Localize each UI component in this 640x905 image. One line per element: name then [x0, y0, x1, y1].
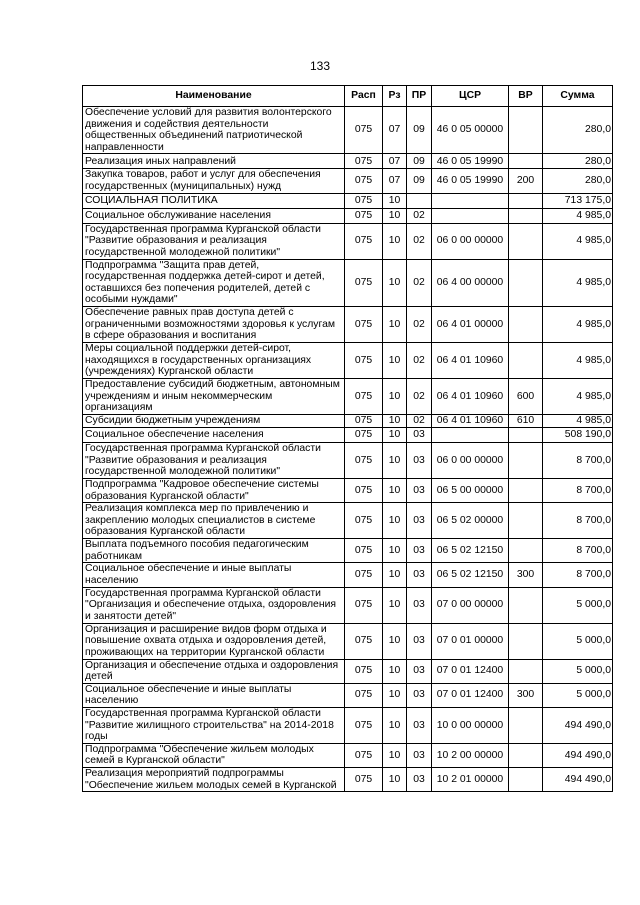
cell-rasp: 075: [345, 768, 383, 792]
table-row: [83, 659, 613, 683]
cell-rasp: 075: [345, 623, 383, 659]
cell-sum: 4 985,0: [543, 259, 613, 306]
cell-pr: 03: [407, 563, 432, 587]
table-row: [83, 478, 613, 502]
cell-vr: 300: [509, 563, 543, 587]
cell-name: Предоставление субсидий бюджетным, автономным учреждениям и иным некоммерческим организациям: [83, 378, 345, 414]
cell-rz: 10: [383, 414, 407, 427]
cell-rasp: 075: [345, 659, 383, 683]
cell-rz: 10: [383, 503, 407, 539]
cell-pr: 09: [407, 107, 432, 154]
cell-rasp: 075: [345, 743, 383, 767]
cell-vr: [509, 539, 543, 563]
cell-vr: [509, 707, 543, 743]
cell-pr: 02: [407, 306, 432, 342]
cell-pr: [407, 193, 432, 208]
cell-pr: 03: [407, 427, 432, 442]
cell-vr: [509, 342, 543, 378]
table-row: [83, 442, 613, 478]
cell-rasp: 075: [345, 169, 383, 193]
cell-sum: 5 000,0: [543, 587, 613, 623]
header-pr: ПР: [407, 86, 432, 107]
header-rasp: Расп: [345, 86, 383, 107]
cell-rz: 07: [383, 169, 407, 193]
cell-pr: 02: [407, 378, 432, 414]
cell-pr: 09: [407, 154, 432, 169]
cell-sum: 280,0: [543, 169, 613, 193]
table-body: [83, 107, 613, 792]
cell-name: Выплата подъемного пособия педагогическим работникам: [83, 539, 345, 563]
cell-csr: [432, 193, 509, 208]
table-row: [83, 539, 613, 563]
cell-csr: 06 4 01 00000: [432, 306, 509, 342]
cell-csr: 06 4 01 10960: [432, 378, 509, 414]
cell-name: Государственная программа Курганской области "Развитие образования и реализация государственной молодежной политики": [83, 442, 345, 478]
cell-rz: 10: [383, 306, 407, 342]
cell-rz: 10: [383, 659, 407, 683]
cell-rz: 10: [383, 442, 407, 478]
cell-pr: 02: [407, 208, 432, 223]
cell-rz: 10: [383, 539, 407, 563]
cell-sum: 8 700,0: [543, 539, 613, 563]
cell-rz: 10: [383, 193, 407, 208]
table-row: [83, 503, 613, 539]
cell-pr: 02: [407, 259, 432, 306]
cell-rz: 10: [383, 478, 407, 502]
table-row: [83, 378, 613, 414]
cell-csr: 10 2 00 00000: [432, 743, 509, 767]
cell-name: Социальное обслуживание населения: [83, 208, 345, 223]
cell-sum: 4 985,0: [543, 414, 613, 427]
cell-pr: 03: [407, 623, 432, 659]
cell-csr: 06 0 00 00000: [432, 223, 509, 259]
cell-rz: 10: [383, 743, 407, 767]
table-row: [83, 223, 613, 259]
table-row: [83, 587, 613, 623]
cell-rasp: 075: [345, 683, 383, 707]
cell-vr: [509, 743, 543, 767]
table-header-row: [83, 86, 613, 107]
cell-csr: 10 0 00 00000: [432, 707, 509, 743]
cell-name: Реализация иных направлений: [83, 154, 345, 169]
cell-csr: 07 0 00 00000: [432, 587, 509, 623]
cell-sum: 4 985,0: [543, 223, 613, 259]
table-row: [83, 707, 613, 743]
cell-csr: 46 0 05 00000: [432, 107, 509, 154]
budget-table: [82, 85, 613, 792]
cell-pr: 03: [407, 768, 432, 792]
cell-pr: 09: [407, 169, 432, 193]
cell-sum: 494 490,0: [543, 768, 613, 792]
cell-rasp: 075: [345, 259, 383, 306]
cell-pr: 02: [407, 414, 432, 427]
cell-pr: 03: [407, 539, 432, 563]
cell-csr: 06 5 02 12150: [432, 563, 509, 587]
cell-name: Реализация мероприятий подпрограммы "Обеспечение жильем молодых семей в Курганской: [83, 768, 345, 792]
cell-name: Обеспечение равных прав доступа детей с ограниченными возможностями здоровья к услугам в сфере образования и воспитания: [83, 306, 345, 342]
cell-rasp: 075: [345, 707, 383, 743]
table-row: [83, 107, 613, 154]
cell-csr: 46 0 05 19990: [432, 169, 509, 193]
cell-rz: 10: [383, 707, 407, 743]
cell-sum: 494 490,0: [543, 743, 613, 767]
table-row: [83, 193, 613, 208]
cell-rz: 10: [383, 378, 407, 414]
cell-sum: 5 000,0: [543, 659, 613, 683]
cell-vr: [509, 223, 543, 259]
cell-rasp: 075: [345, 378, 383, 414]
header-rz: Рз: [383, 86, 407, 107]
cell-rasp: 075: [345, 208, 383, 223]
cell-rasp: 075: [345, 427, 383, 442]
cell-name: Организация и обеспечение отдыха и оздоровления детей: [83, 659, 345, 683]
cell-sum: 8 700,0: [543, 478, 613, 502]
cell-sum: 8 700,0: [543, 442, 613, 478]
cell-vr: [509, 259, 543, 306]
cell-vr: [509, 768, 543, 792]
cell-name: Государственная программа Курганской области "Развитие образования и реализация государственной молодежной политики": [83, 223, 345, 259]
cell-sum: 280,0: [543, 107, 613, 154]
cell-csr: 06 5 02 00000: [432, 503, 509, 539]
cell-csr: [432, 427, 509, 442]
cell-vr: [509, 427, 543, 442]
cell-rasp: 075: [345, 539, 383, 563]
cell-vr: 300: [509, 683, 543, 707]
cell-rz: 07: [383, 154, 407, 169]
cell-sum: 4 985,0: [543, 342, 613, 378]
cell-rz: 10: [383, 208, 407, 223]
cell-name: Обеспечение условий для развития волонтерского движения и содействия деятельности общественных объединений патриотической направленности: [83, 107, 345, 154]
table-row: [83, 169, 613, 193]
cell-rasp: 075: [345, 223, 383, 259]
cell-pr: 02: [407, 223, 432, 259]
cell-rz: 07: [383, 107, 407, 154]
cell-name: Подпрограмма "Защита прав детей, государственная поддержка детей-сирот и детей, оставшихся без попечения родителей, детей с особыми нуждами": [83, 259, 345, 306]
cell-pr: 03: [407, 743, 432, 767]
cell-csr: 06 5 02 12150: [432, 539, 509, 563]
header-sum: Сумма: [543, 86, 613, 107]
cell-sum: 4 985,0: [543, 306, 613, 342]
header-vr: ВР: [509, 86, 543, 107]
cell-sum: 280,0: [543, 154, 613, 169]
cell-sum: 4 985,0: [543, 378, 613, 414]
cell-sum: 494 490,0: [543, 707, 613, 743]
cell-name: Меры социальной поддержки детей-сирот, находящихся в государственных организациях (учреждениях) Курганской области: [83, 342, 345, 378]
cell-pr: 02: [407, 342, 432, 378]
cell-sum: 508 190,0: [543, 427, 613, 442]
cell-name: Социальное обеспечение и иные выплаты населению: [83, 683, 345, 707]
table-row: [83, 342, 613, 378]
cell-rasp: 075: [345, 342, 383, 378]
cell-rz: 10: [383, 768, 407, 792]
cell-name: Закупка товаров, работ и услуг для обеспечения государственных (муниципальных) нужд: [83, 169, 345, 193]
cell-vr: [509, 623, 543, 659]
cell-rasp: 075: [345, 442, 383, 478]
table-row: [83, 208, 613, 223]
cell-csr: 07 0 01 12400: [432, 659, 509, 683]
cell-csr: 06 4 01 10960: [432, 414, 509, 427]
cell-vr: [509, 107, 543, 154]
cell-csr: [432, 208, 509, 223]
cell-vr: [509, 587, 543, 623]
table-row: [83, 683, 613, 707]
table-row: [83, 768, 613, 792]
cell-vr: [509, 306, 543, 342]
cell-csr: 06 0 00 00000: [432, 442, 509, 478]
cell-rz: 10: [383, 563, 407, 587]
cell-pr: 03: [407, 478, 432, 502]
cell-name: Подпрограмма "Обеспечение жильем молодых семей в Курганской области": [83, 743, 345, 767]
cell-rz: 10: [383, 427, 407, 442]
cell-pr: 03: [407, 659, 432, 683]
table-row: [83, 743, 613, 767]
cell-rasp: 075: [345, 414, 383, 427]
cell-pr: 03: [407, 442, 432, 478]
cell-vr: 610: [509, 414, 543, 427]
cell-vr: 200: [509, 169, 543, 193]
cell-csr: 07 0 01 00000: [432, 623, 509, 659]
cell-pr: 03: [407, 587, 432, 623]
cell-rz: 10: [383, 623, 407, 659]
cell-rasp: 075: [345, 563, 383, 587]
cell-pr: 03: [407, 683, 432, 707]
cell-sum: 8 700,0: [543, 503, 613, 539]
cell-name: Социальное обеспечение и иные выплаты населению: [83, 563, 345, 587]
cell-rasp: 075: [345, 154, 383, 169]
table-row: [83, 306, 613, 342]
cell-pr: 03: [407, 707, 432, 743]
table-row: [83, 563, 613, 587]
cell-rz: 10: [383, 223, 407, 259]
cell-sum: 713 175,0: [543, 193, 613, 208]
cell-csr: 06 4 00 00000: [432, 259, 509, 306]
table-row: [83, 154, 613, 169]
table-row: [83, 259, 613, 306]
cell-csr: 46 0 05 19990: [432, 154, 509, 169]
cell-sum: 8 700,0: [543, 563, 613, 587]
cell-name: Реализация комплекса мер по привлечению и закреплению молодых специалистов в системе образования Курганской области: [83, 503, 345, 539]
cell-name: Организация и расширение видов форм отдыха и повышение охвата отдыха и оздоровления детей, проживающих на территории Курганской области: [83, 623, 345, 659]
cell-rasp: 075: [345, 306, 383, 342]
cell-rz: 10: [383, 342, 407, 378]
cell-rasp: 075: [345, 478, 383, 502]
cell-vr: [509, 442, 543, 478]
cell-vr: 600: [509, 378, 543, 414]
cell-name: СОЦИАЛЬНАЯ ПОЛИТИКА: [83, 193, 345, 208]
cell-sum: 5 000,0: [543, 623, 613, 659]
table-row: [83, 414, 613, 427]
header-name: Наименование: [83, 86, 345, 107]
cell-rz: 10: [383, 683, 407, 707]
cell-rasp: 075: [345, 587, 383, 623]
cell-name: Субсидии бюджетным учреждениям: [83, 414, 345, 427]
cell-vr: [509, 478, 543, 502]
cell-vr: [509, 659, 543, 683]
cell-name: Государственная программа Курганской области "Организация и обеспечение отдыха, оздоровления и занятости детей": [83, 587, 345, 623]
cell-pr: 03: [407, 503, 432, 539]
cell-sum: 5 000,0: [543, 683, 613, 707]
cell-rasp: 075: [345, 193, 383, 208]
cell-sum: 4 985,0: [543, 208, 613, 223]
cell-rasp: 075: [345, 503, 383, 539]
cell-name: Подпрограмма "Кадровое обеспечение системы образования Курганской области": [83, 478, 345, 502]
cell-name: Государственная программа Курганской области "Развитие жилищного строительства" на 2014-2018 годы: [83, 707, 345, 743]
cell-vr: [509, 193, 543, 208]
cell-rasp: 075: [345, 107, 383, 154]
table-row: [83, 623, 613, 659]
cell-rz: 10: [383, 587, 407, 623]
cell-vr: [509, 208, 543, 223]
table-row: [83, 427, 613, 442]
cell-csr: 06 5 00 00000: [432, 478, 509, 502]
cell-csr: 10 2 01 00000: [432, 768, 509, 792]
cell-csr: 06 4 01 10960: [432, 342, 509, 378]
cell-csr: 07 0 01 12400: [432, 683, 509, 707]
cell-name: Социальное обеспечение населения: [83, 427, 345, 442]
page-number: 133: [309, 59, 331, 73]
cell-rz: 10: [383, 259, 407, 306]
cell-vr: [509, 154, 543, 169]
cell-vr: [509, 503, 543, 539]
header-csr: ЦСР: [432, 86, 509, 107]
